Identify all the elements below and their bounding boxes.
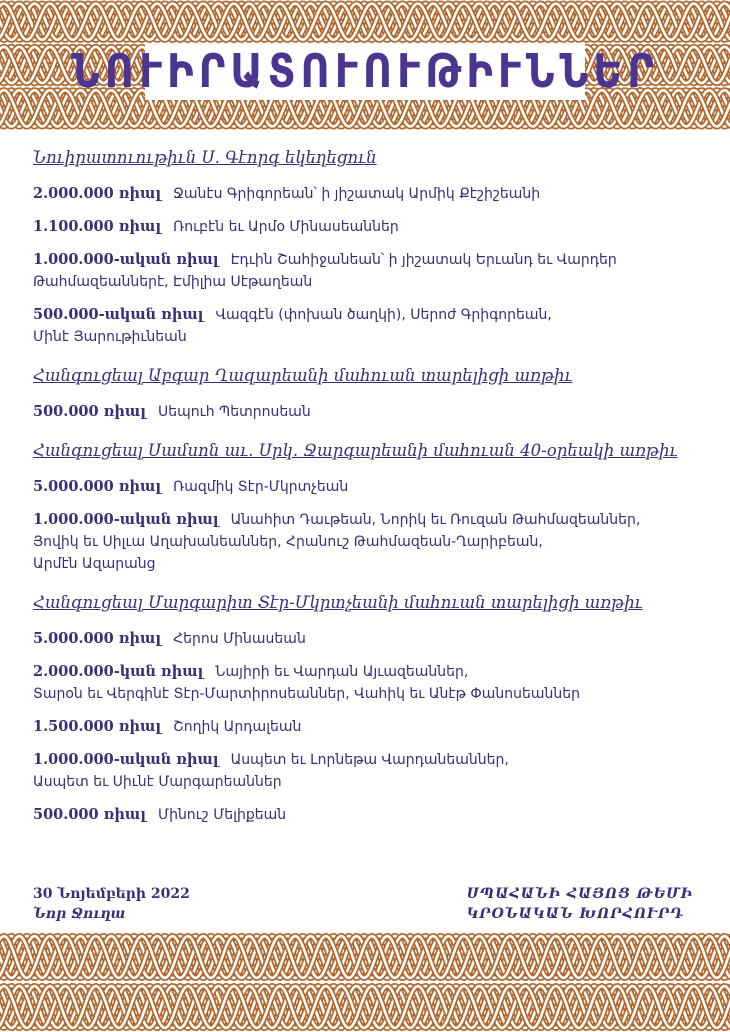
- bottom-ornament-band: [0, 932, 730, 1032]
- donation-section: [33, 148, 693, 348]
- donation-entry: [33, 304, 693, 348]
- donation-entry: [33, 628, 693, 650]
- donation-section: [33, 366, 693, 423]
- donor-names: Մինուշ Մելիքեան: [157, 807, 287, 823]
- footer-org-line1: ՍՊԱՀԱՆԻ ՀԱՅՈՑ ԹԵՄԻ: [466, 886, 693, 902]
- donation-amount: 2.000.000 ռիալ: [33, 185, 162, 202]
- donation-section: [33, 441, 693, 575]
- donation-entry: [33, 749, 693, 793]
- section-heading: Հանգուցեալ Աբգար Ղազարեանի մահուան տարելիցի առթիւ: [33, 366, 573, 385]
- donation-entry: [33, 249, 693, 293]
- donor-names: Ասպետ եւ Լորնեթա Վարդանեաններ,: [230, 752, 509, 768]
- footer-date-place: [33, 884, 190, 924]
- donation-amount: 1.000.000-ական ռիալ: [33, 751, 219, 768]
- donor-names: Տարօն եւ Վերգինէ Տէր-Մարտիրոսեաններ, Վաhիկ եւ Անէթ Փանոսեաններ: [33, 686, 581, 702]
- donor-names: Ջանէս Գրիգորեան՝ ի յիշատակ Արմիկ Քէշիշեանի: [173, 186, 541, 202]
- donation-amount: 2.000.000-կան ռիալ: [33, 663, 204, 680]
- footer-signature: [467, 884, 693, 924]
- donation-amount: 500.000 ռիալ: [33, 806, 146, 823]
- donation-entry: [33, 216, 693, 238]
- donation-amount: 1.000.000-ական ռիալ: [33, 251, 219, 268]
- donation-entry: [33, 183, 693, 205]
- knotwork-ornament: [0, 932, 730, 1032]
- donation-amount: 1.100.000 ռիալ: [33, 218, 162, 235]
- donation-entry: [33, 509, 693, 575]
- donation-amount: 500.000-ական ռիալ: [33, 306, 204, 323]
- donor-names: Արմէն Ազարանց: [33, 556, 156, 572]
- donation-amount: 1.500.000 ռիալ: [33, 718, 162, 735]
- donation-entry: [33, 716, 693, 738]
- donor-names: Շողիկ Արդալեան: [173, 719, 302, 735]
- donation-entry: [33, 804, 693, 826]
- donor-names: Հերոս Մինասեան: [173, 631, 306, 647]
- donor-names: Անահիտ Դաւթեան, Նորիկ եւ Ռուզան Թահմազեաններ,: [230, 512, 641, 528]
- donation-entry: [33, 401, 693, 423]
- donor-names: Յովիկ եւ Սիլւա Աղախանեաններ, Հրանուշ Թահմազեան-Ղարիբեան,: [33, 534, 543, 550]
- donor-names: Սեպուհ Պետրոսեան: [157, 404, 311, 420]
- donor-names: Նայիրի եւ Վարդան Այւազեաններ,: [215, 664, 469, 680]
- donor-names: Ռուբէն եւ Արմօ Մինասեաններ: [173, 219, 399, 235]
- title-panel: [71, 44, 659, 100]
- donor-names: Վազգէն (փոխան ծաղկի), Սերոժ Գրիգորեան,: [215, 307, 552, 323]
- footer-org-line2: ԿՐՕՆԱԿԱՆ ԽՈՐՀՈՒՐԴ: [466, 906, 685, 922]
- donor-names: Ասպետ եւ Սիւնէ Մարգարեաններ: [33, 774, 282, 790]
- donation-entry: [33, 661, 693, 705]
- donation-entry: [33, 476, 693, 498]
- donation-amount: 5.000.000 ռիալ: [33, 630, 162, 647]
- donation-amount: 5.000.000 ռիալ: [33, 478, 162, 495]
- section-heading: Հանգուցեալ Մարգարիտ Տէր-Մկրտչեանի մահուան տարելիցի առթիւ: [33, 593, 643, 612]
- donor-names: Թահմազեաններէ, Էմիլիա Սէթաղեան: [33, 274, 313, 290]
- donor-names: Մինէ Յարութիւնեան: [33, 329, 187, 345]
- donation-section: [33, 593, 693, 826]
- donation-amount: 500.000 ռիալ: [33, 403, 146, 420]
- donation-amount: 1.000.000-ական ռիալ: [33, 511, 219, 528]
- donor-names: Ռազմիկ Տէր-Մկրտչեան: [173, 479, 349, 495]
- donations-list: [33, 148, 693, 844]
- page-title: ՆՈՒԻՐԱՏՈՒՈՒԹԻՒՆՆԵՐ: [71, 45, 659, 99]
- section-heading: Հանգուցեալ Սամսոն աւ. Սրկ. Ջարգարեանի մահուան 40-օրեակի առթիւ: [33, 441, 678, 460]
- donor-names: Էդւին Շահիջանեան՝ ի յիշատակ Երւանդ եւ Վարդեր: [230, 252, 617, 268]
- footer-place: Նոր Ջուղա: [33, 906, 126, 922]
- section-heading: Նուիրատուութիւն Ս. Գէորգ եկեղեցուն: [33, 148, 377, 167]
- footer-date: 30 Նոյեմբերի 2022: [33, 886, 190, 902]
